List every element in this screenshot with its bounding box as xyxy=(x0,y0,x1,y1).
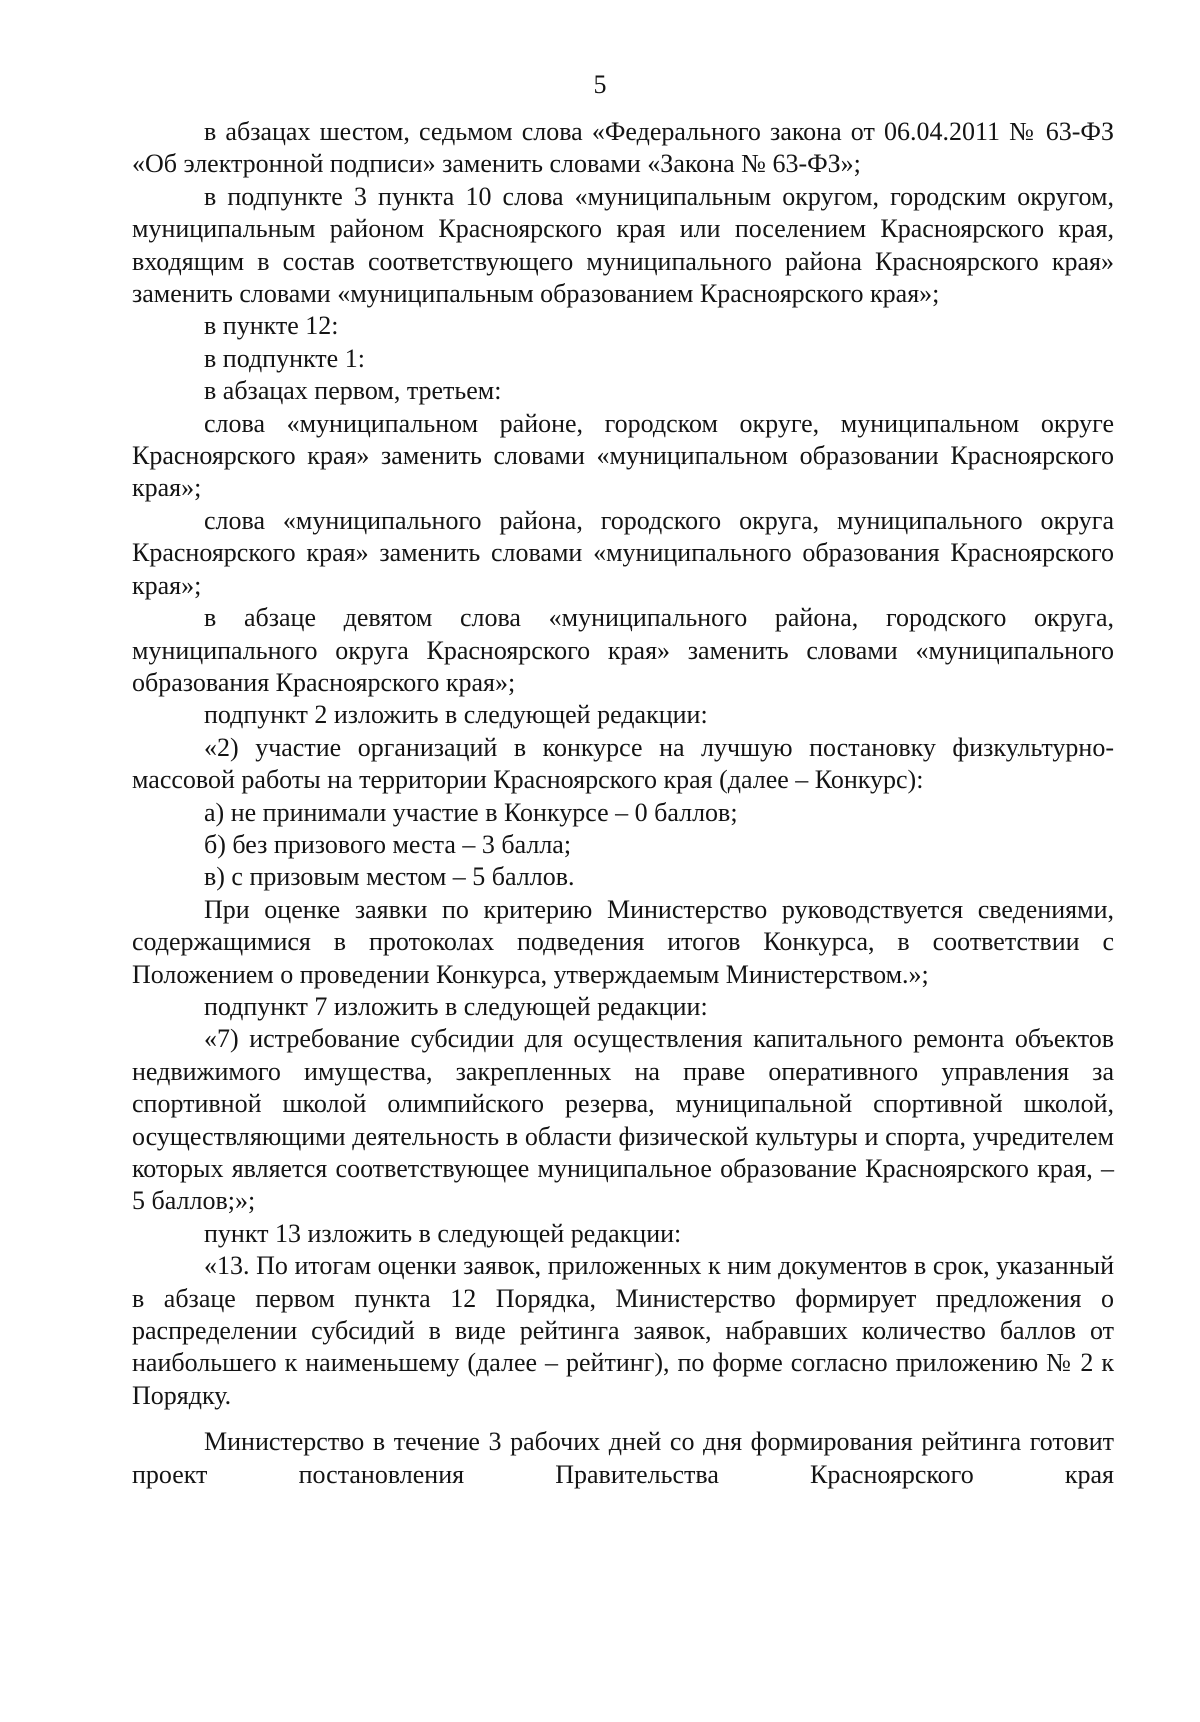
paragraph: подпункт 2 изложить в следующей редакции: xyxy=(204,700,708,730)
paragraph: б) без призового места – 3 балла; xyxy=(204,829,572,859)
paragraph: слова «муниципального района, городского округа, муниципального округа Красноярского края» заменить словами «муниципального образования Красноярского края»; xyxy=(132,505,1114,600)
paragraph: «7) истребование субсидии для осуществления капитального ремонта объектов недвижимого имущества, закрепленных на праве оперативного управления за спортивной школой олимпийского резерва, муниципальной спортивной школой, осуществляющими деятельность в области физической культуры и спорта, учредителем которых является соответствующее муниципальное образование Красноярского края, – 5 баллов;»; xyxy=(132,1024,1114,1216)
paragraph: а) не принимали участие в Конкурсе – 0 баллов; xyxy=(204,797,738,827)
paragraph: «13. По итогам оценки заявок, приложенных к ним документов в срок, указанный в абзаце первом пункта 12 Порядка, Министерство формирует предложения о распределении субсидий в виде рейтинга заявок, набравших количество баллов от наибольшего к наименьшему (далее – рейтинг), по форме согласно приложению № 2 к Порядку. xyxy=(132,1251,1114,1410)
paragraph: Министерство в течение 3 рабочих дней со дня формирования рейтинга готовит проект постановления Правительства Красноярского края xyxy=(132,1427,1114,1489)
paragraph: в пункте 12: xyxy=(204,311,339,341)
paragraph: в абзацах шестом, седьмом слова «Федерального закона от 06.04.2011 № 63-ФЗ «Об электронной подписи» заменить словами «Закона № 63-ФЗ»; xyxy=(132,117,1114,179)
paragraph: в абзаце девятом слова «муниципального района, городского округа, муниципального округа Красноярского края» заменить словами «муниципального образования Красноярского края»; xyxy=(132,603,1114,697)
paragraph: пункт 13 изложить в следующей редакции: xyxy=(204,1218,682,1248)
paragraph: подпункт 7 изложить в следующей редакции: xyxy=(204,991,708,1021)
page-number: 5 xyxy=(593,70,607,99)
paragraph: в подпункте 1: xyxy=(204,343,365,373)
paragraph: слова «муниципальном районе, городском округе, муниципальном округе Красноярского края» заменить словами «муниципальном образовании Красноярского края»; xyxy=(132,408,1114,503)
paragraph: «2) участие организаций в конкурсе на лучшую постановку физкультурно-массовой работы на территории Красноярского края (далее – Конкурс): xyxy=(132,732,1114,795)
paragraph: в) с призовым местом – 5 баллов. xyxy=(204,862,575,892)
paragraph: При оценке заявки по критерию Министерство руководствуется сведениями, содержащимися в протоколах подведения итогов Конкурса, в соответствии с Положением о проведении Конкурса, утверждаемым Министерством.»; xyxy=(132,894,1114,989)
paragraph: в подпункте 3 пункта 10 слова «муниципальным округом, городским округом, муниципальным районом Красноярского края или поселением Красноярского края, входящим в состав соответствующего муниципального района Красноярского края» заменить словами «муниципальным образованием Красноярского края»; xyxy=(132,181,1114,309)
paragraph: в абзацах первом, третьем: xyxy=(204,376,502,406)
document-body xyxy=(132,116,1114,1491)
